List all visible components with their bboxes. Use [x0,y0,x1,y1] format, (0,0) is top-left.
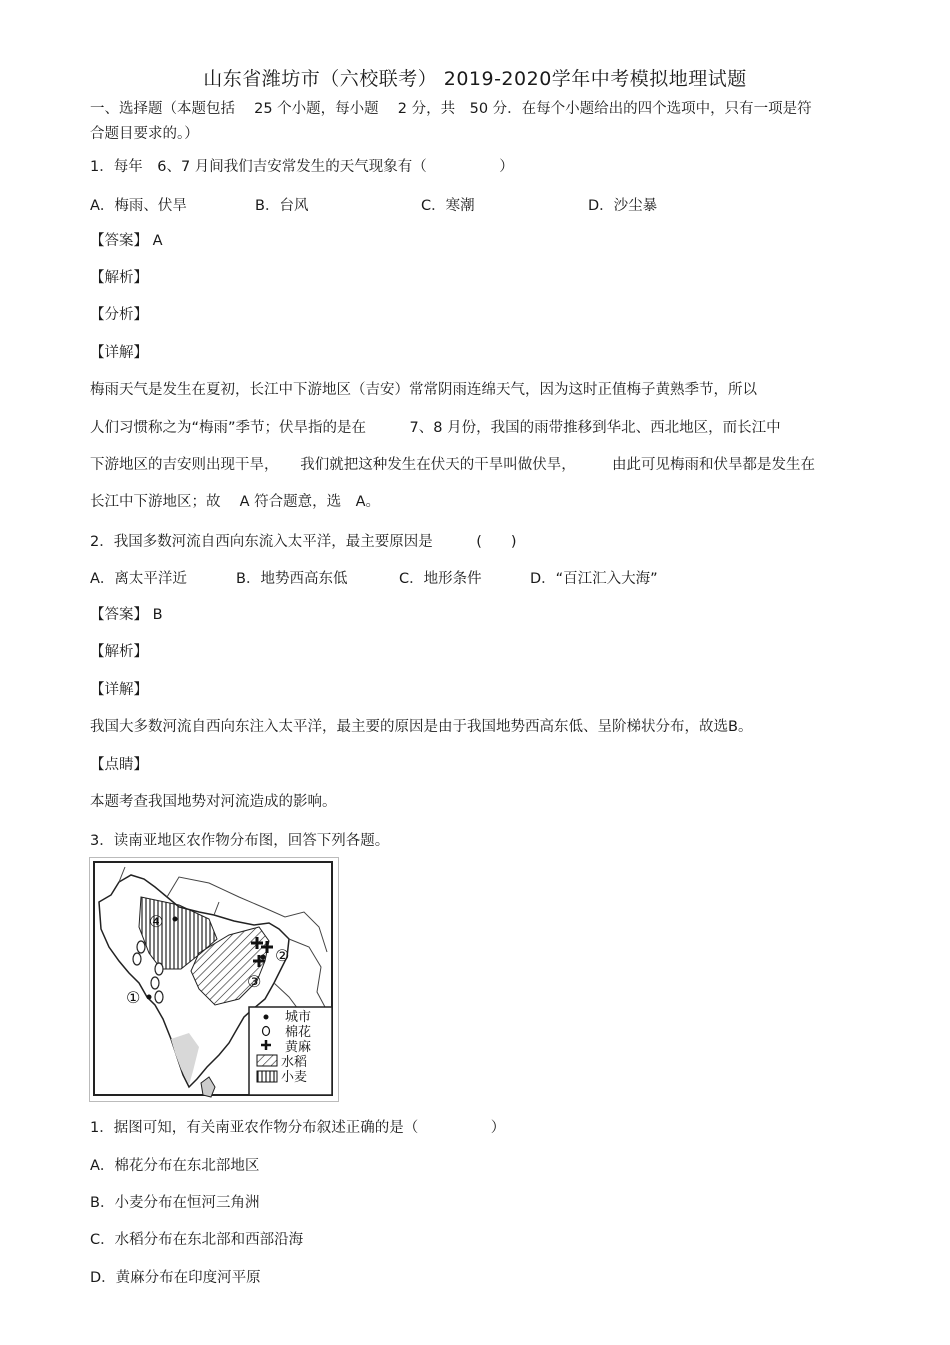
q1-option-d: D．沙尘暴 [588,198,658,214]
q1-option-c: C．寒潮 [421,198,475,214]
legend-cotton: 棉花 [285,1025,312,1040]
q3-sub1-stem: 1．据图可知，有关南亚农作物分布叙述正确的是（ ） [90,1120,506,1136]
q1-option-a: A．梅雨、伏旱 [90,198,187,214]
section-instruction-line2: 合题目要求的。） [90,126,199,142]
marker-4: ④ [149,912,164,931]
q1-stem: 1．每年 6、7 月间我们吉安常发生的天气现象有（ ） [90,159,514,175]
q2-option-d: D．“百江汇入大海” [530,571,658,587]
q1-option-b: B．台风 [255,198,309,214]
q2-xiangjie-label: 【详解】 [90,682,148,698]
legend-rice: 水稻 [281,1055,308,1070]
q2-option-a: A．离太平洋近 [90,571,187,587]
q1-explain-line4: 长江中下游地区；故 A 符合题意，选 A。 [90,494,381,510]
q1-fenxi-label: 【分析】 [90,307,148,323]
q3-sub1-option-a: A．棉花分布在东北部地区 [90,1158,260,1174]
q1-xiangjie-label: 【详解】 [90,345,148,361]
q2-option-b: B．地势西高东低 [236,571,348,587]
marker-1: ① [126,988,141,1007]
marker-3: ③ [247,972,262,991]
q3-sub1-option-d: D．黄麻分布在印度河平原 [90,1270,261,1286]
q2-dianjing-label: 【点睛】 [90,757,148,773]
q2-answer: 【答案】 B [90,607,163,623]
q1-jiexi-label: 【解析】 [90,270,148,286]
legend-jute: 黄麻 [285,1040,312,1055]
section-instruction-line1: 一、选择题（本题包括 25 个小题，每小题 2 分，共 50 分．在每个小题给出的四个选项中，只有一项是符 [90,101,812,117]
map-legend [249,1007,332,1095]
q2-option-c: C．地形条件 [399,571,482,587]
page-title: 山东省潍坊市（六校联考） 2019-2020学年中考模拟地理试题 [203,68,747,90]
marker-2: ② [275,946,290,965]
q1-explain-line1: 梅雨天气是发生在夏初，长江中下游地区（吉安）常常阴雨连绵天气，因为这时正值梅子黄熟季节，所以 [90,382,757,398]
q3-sub1-option-c: C．水稻分布在东北部和西部沿海 [90,1232,304,1248]
q2-explain: 我国大多数河流自西向东注入太平洋，最主要的原因是由于我国地势西高东低、呈阶梯状分布，故选B。 [90,719,753,735]
crop-map-svg [89,857,339,1102]
legend-city: 城市 [285,1010,312,1025]
q1-answer: 【答案】 A [90,233,163,249]
q3-stem: 3．读南亚地区农作物分布图，回答下列各题。 [90,833,390,849]
q2-jiexi-label: 【解析】 [90,644,148,660]
south-asia-crop-map [89,857,339,1102]
q2-comment: 本题考查我国地势对河流造成的影响。 [90,794,337,810]
legend-wheat: 小麦 [281,1070,308,1085]
q2-stem: 2．我国多数河流自西向东流入太平洋，最主要原因是 ( ) [90,534,517,550]
q1-explain-line2: 人们习惯称之为“梅雨”季节；伏旱指的是在 7、8 月份，我国的雨带推移到华北、西北地区，而长江中 [90,420,781,436]
q3-sub1-option-b: B．小麦分布在恒河三角洲 [90,1195,260,1211]
q1-explain-line3: 下游地区的吉安则出现干旱， 我们就把这种发生在伏天的干旱叫做伏旱， 由此可见梅雨和伏旱都是发生在 [90,457,815,473]
